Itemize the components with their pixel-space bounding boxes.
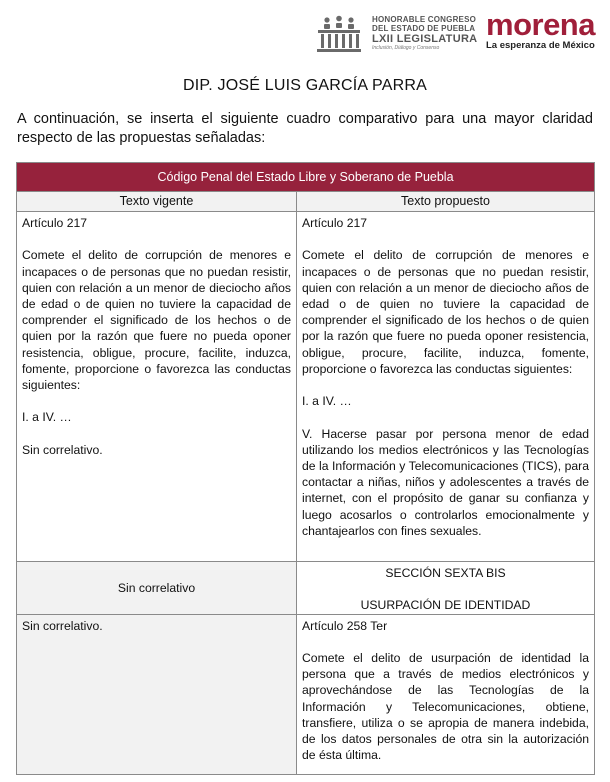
article-body: Comete el delito de corrupción de menores e incapaces o de personas que no puedan resistir, quien con relación a un menor de dieciocho años de edad o de quien no tuviere la capacidad de comprender el significado de los hechos o de quien por la razón que fuere no pueda oponer resistencia, obligue, procure, facilite, induzca, fomente, proporcione o favorezca las conductas siguientes: [302, 248, 590, 376]
column-header-proposed: Texto propuesto [297, 192, 595, 212]
article-body: Comete el delito de usurpación de identidad la persona que a través de medios electrónicos y aprovechándose de las Tecnologías de la Información y Telecomunicaciones, obtiene, transfiere, utiliza o se apropia de manera indebida, de los datos personales de otra sin la autorización de ésta última. [302, 650, 590, 763]
cell-proposed-art217 [297, 212, 595, 562]
article-body: Comete el delito de corrupción de menores e incapaces o de personas que no puedan resistir, quien con relación a un menor de dieciocho años de edad o de quien no tuviere la capacidad de comprender el significado de los hechos o de quien por la razón que fuere no pueda oponer resistencia, obligue, procure, facilite, induzca, fomente, proporcione o favorezca las conductas siguientes: [22, 248, 291, 393]
new-fraction-v: V. Hacerse pasar por persona menor de edad utilizando los medios electrónicos y las Tecnologías de la Información y Telecomunicaciones (TICS), para contactar a niñas, niños y adolescentes a través de internet, con el propósito de ganar su confianza y luego acosarlos o controlarlos emocionalmente y chantajearlos con fines sexuales. [302, 426, 590, 538]
no-correlative-text: Sin correlativo. [22, 442, 103, 457]
fractions-text: I. a IV. … [22, 410, 72, 425]
table-row [17, 562, 595, 615]
party-tagline: La esperanza de México [486, 40, 595, 51]
cell-current-art258ter: Sin correlativo. [17, 614, 297, 774]
cell-current-section: Sin correlativo [17, 562, 297, 615]
comparison-table [16, 162, 595, 775]
cell-current-art217 [17, 212, 297, 562]
section-heading: USURPACIÓN DE IDENTIDAD [360, 598, 531, 613]
article-label: Artículo 258 Ter [302, 618, 388, 633]
cell-proposed-art258ter [297, 614, 595, 774]
party-logo [486, 7, 595, 51]
column-header-current: Texto vigente [17, 192, 297, 212]
congress-seal-icon [314, 14, 364, 54]
fractions-text: I. a IV. … [302, 394, 352, 409]
article-label: Artículo 217 [22, 216, 88, 230]
section-title: SECCIÓN SEXTA BIS [385, 566, 506, 580]
congress-motto: Inclusión, Diálogo y Consenso [372, 45, 440, 51]
article-label: Artículo 217 [302, 216, 368, 230]
party-name: morena [486, 7, 595, 42]
congress-line-3: LXII LEGISLATURA [372, 33, 478, 45]
table-row [17, 614, 595, 774]
congress-wordmark [372, 15, 480, 52]
document-author: DIP. JOSÉ LUIS GARCÍA PARRA [183, 77, 427, 94]
table-title: Código Penal del Estado Libre y Soberano de Puebla [17, 163, 595, 192]
table-row [17, 212, 595, 562]
cell-proposed-section [297, 562, 595, 615]
congress-line-1: HONORABLE CONGRESO [372, 15, 477, 24]
intro-paragraph: A continuación, se inserta el siguiente cuadro comparativo para una mayor claridad respecto de las propuestas señaladas: [17, 111, 593, 146]
page-header [0, 0, 610, 60]
congress-line-2: DEL ESTADO DE PUEBLA [372, 24, 476, 33]
